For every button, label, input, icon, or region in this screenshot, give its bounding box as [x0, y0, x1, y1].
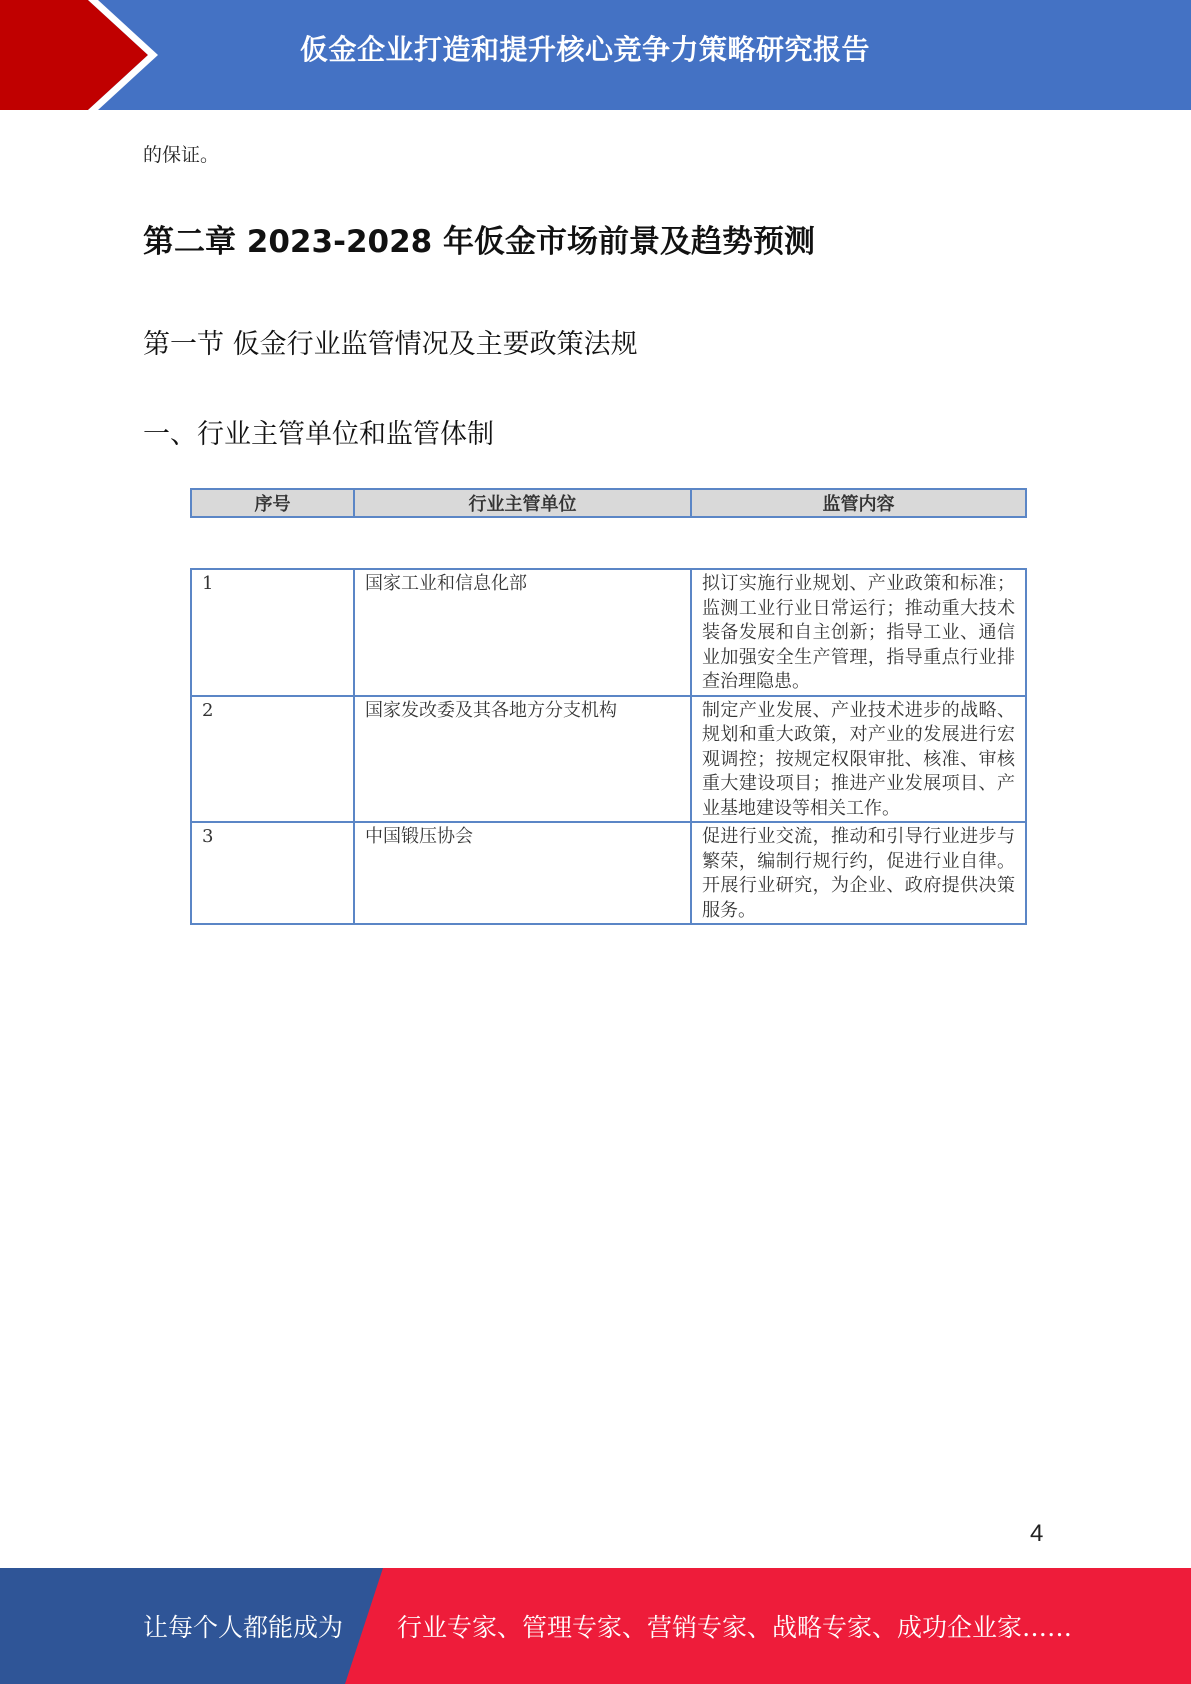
regulation-table-header [190, 488, 1027, 518]
footer-slogan-left: 让每个人都能成为 [143, 1613, 344, 1642]
report-footer-banner [0, 1568, 1191, 1684]
table-row [191, 569, 1026, 696]
regulation-table-body [190, 568, 1027, 925]
row-number: 2 [191, 696, 354, 823]
report-title: 仮金企业打造和提升核心竞争力策略研究报告 [300, 33, 871, 66]
subsection-title: 一、行业主管单位和监管体制 [143, 419, 494, 450]
column-header-unit: 行业主管单位 [354, 489, 691, 517]
table-row [191, 822, 1026, 924]
row-number: 1 [191, 569, 354, 696]
section-title: 第一节 仮金行业监管情况及主要政策法规 [143, 329, 638, 360]
row-content: 制定产业发展、产业技术进步的战略、规划和重大政策，对产业的发展进行宏观调控；按规定权限审批、核准、审核重大建设项目；推进产业发展项目、产业基地建设等相关工作。 [691, 696, 1026, 823]
row-unit: 国家发改委及其各地方分支机构 [354, 696, 691, 823]
row-number: 3 [191, 822, 354, 924]
header-red-arrow [0, 0, 148, 110]
row-unit: 中国锻压协会 [354, 822, 691, 924]
page-number: 4 [1030, 1520, 1044, 1547]
table-row [191, 696, 1026, 823]
row-unit: 国家工业和信息化部 [354, 569, 691, 696]
chapter-title: 第二章 2023-2028 年仮金市场前景及趋势预测 [143, 224, 816, 260]
intro-text: 的保证。 [143, 144, 220, 166]
footer-slogan-right: 行业专家、管理专家、营销专家、战略专家、成功企业家…… [397, 1613, 1073, 1642]
column-header-content: 监管内容 [691, 489, 1026, 517]
row-content: 拟订实施行业规划、产业政策和标准；监测工业行业日常运行；推动重大技术装备发展和自主创新；指导工业、通信业加强安全生产管理，指导重点行业排查治理隐患。 [691, 569, 1026, 696]
column-header-number: 序号 [191, 489, 354, 517]
row-content: 促进行业交流，推动和引导行业进步与繁荣，编制行规行约，促进行业自律。开展行业研究，为企业、政府提供决策服务。 [691, 822, 1026, 924]
report-header-banner [0, 0, 1191, 110]
